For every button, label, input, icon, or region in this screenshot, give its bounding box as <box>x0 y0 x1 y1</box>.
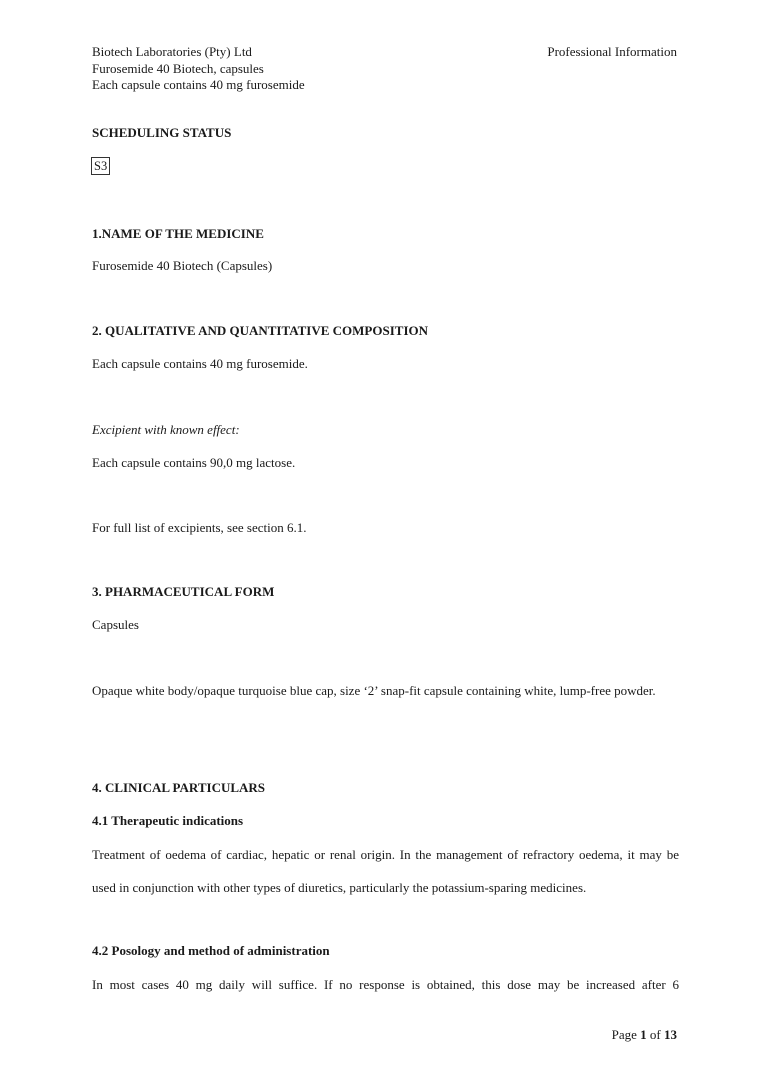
section-2-heading: 2. QUALITATIVE AND QUANTITATIVE COMPOSITION <box>92 323 429 338</box>
therapeutic-indications-text: Treatment of oedema of cardiac, hepatic or renal origin. In the management of refractory oedema, it may be used in conjunction with other types of diuretics, particularly the potassium-sparing medicines. <box>92 847 679 895</box>
section-4-heading: 4. CLINICAL PARTICULARS <box>92 780 266 795</box>
header-left <box>92 44 305 94</box>
strength-line: Each capsule contains 40 mg furosemide <box>92 77 305 92</box>
section-4-2-heading: 4.2 Posology and method of administration <box>92 943 330 958</box>
medicine-name: Furosemide 40 Biotech (Capsules) <box>92 258 273 273</box>
page-total: 13 <box>664 1027 677 1042</box>
page-number <box>612 1027 677 1043</box>
capsule-description: Opaque white body/opaque turquoise blue cap, size ‘2’ snap-fit capsule containing white, lump-free powder. <box>92 683 656 698</box>
document-type: Professional Information <box>547 44 677 59</box>
section-1-heading: 1.NAME OF THE MEDICINE <box>92 226 264 241</box>
excipient-label: Excipient with known effect: <box>92 422 240 437</box>
section-3-heading: 3. PHARMACEUTICAL FORM <box>92 584 275 599</box>
page-of: of <box>649 1027 661 1042</box>
composition-text: Each capsule contains 40 mg furosemide. <box>92 356 308 371</box>
product-line: Furosemide 40 Biotech, capsules <box>92 60 264 76</box>
page-current: 1 <box>640 1027 647 1042</box>
pharmaceutical-form: Capsules <box>92 617 139 632</box>
excipient-text: Each capsule contains 90,0 mg lactose. <box>92 455 296 470</box>
section-4-1-heading: 4.1 Therapeutic indications <box>92 813 244 828</box>
posology-text: In most cases 40 mg daily will suffice. If no response is obtained, this dose may be increased after 6 <box>92 977 679 992</box>
scheduling-badge: S3 <box>91 157 110 175</box>
excipient-list-reference: For full list of excipients, see section 6.1. <box>92 520 307 535</box>
scheduling-heading: SCHEDULING STATUS <box>92 125 232 140</box>
company-name: Biotech Laboratories (Pty) Ltd <box>92 44 252 59</box>
page-word: Page <box>611 1027 637 1042</box>
